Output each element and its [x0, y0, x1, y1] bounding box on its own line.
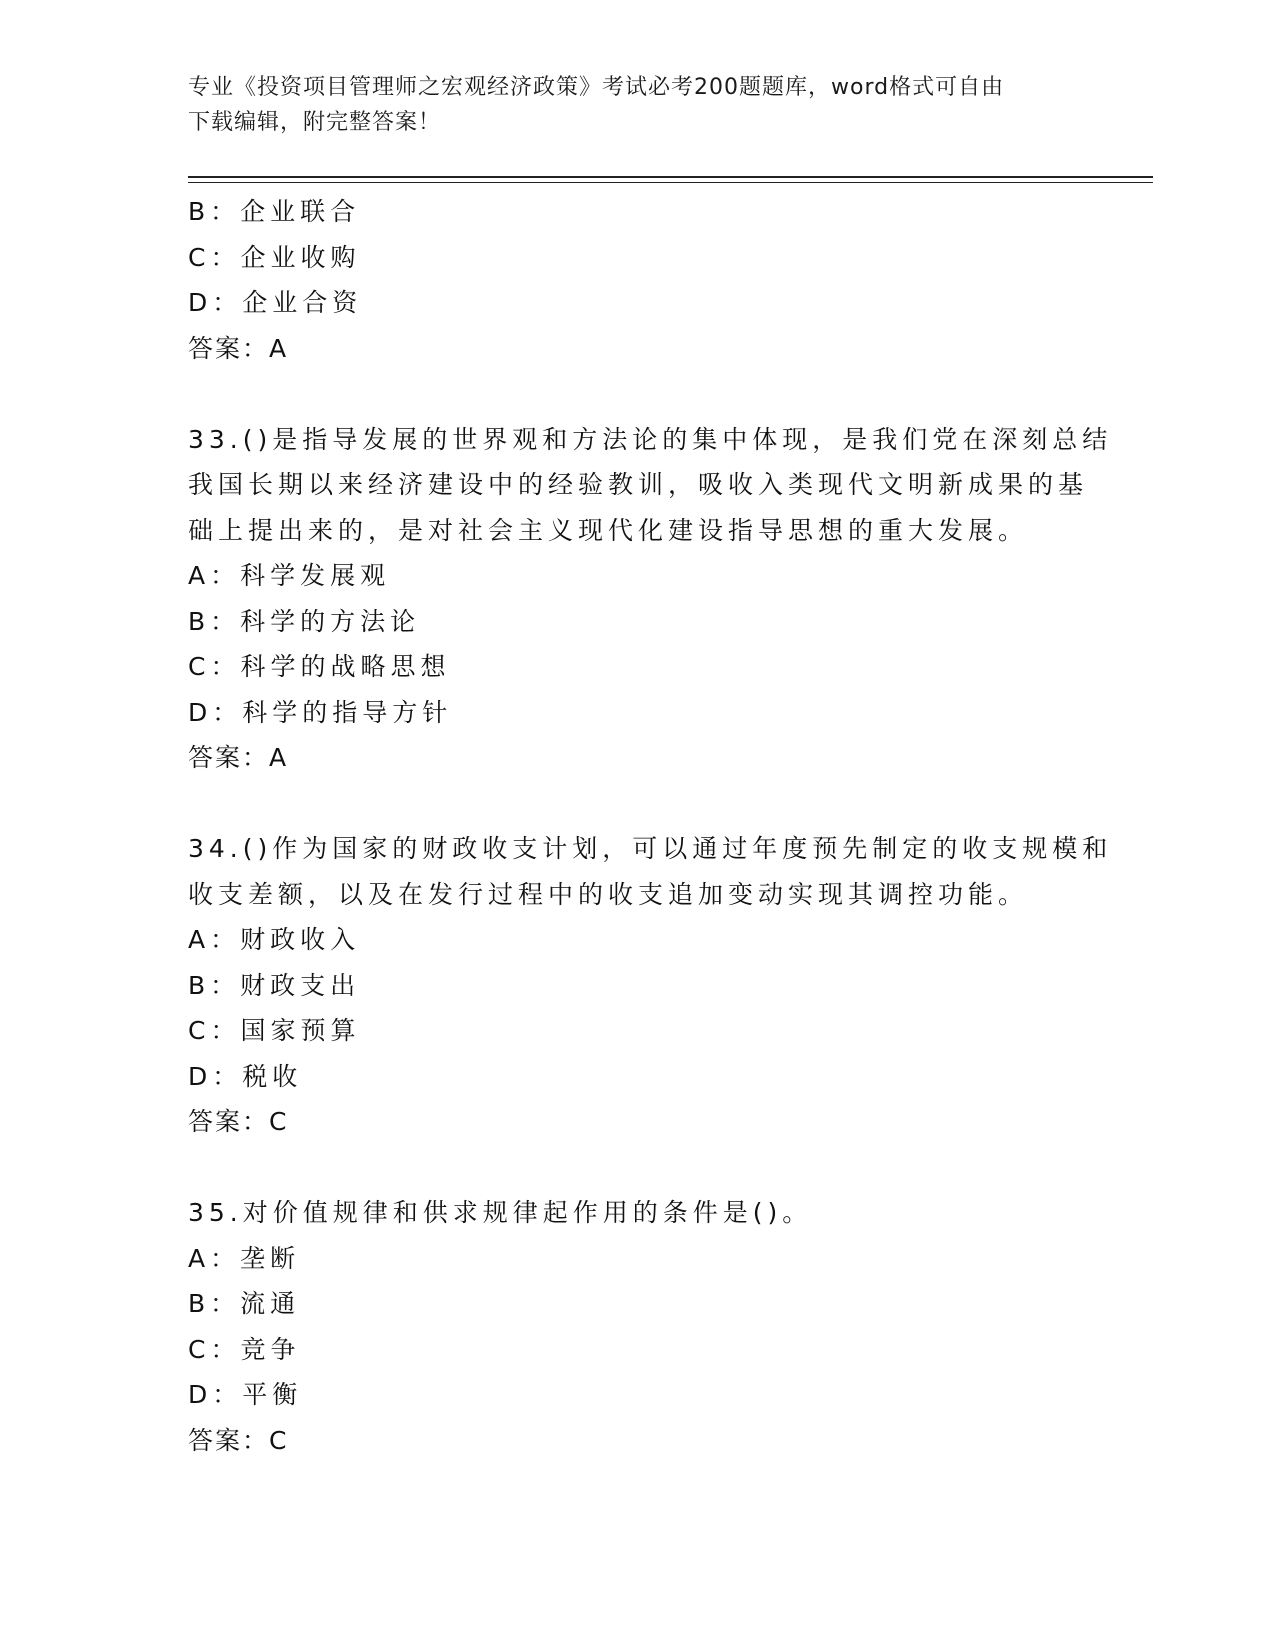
header-rule-thick	[188, 176, 1153, 178]
question-text-line: 我国长期以来经济建设中的经验教训，吸收入类现代文明新成果的基	[188, 470, 1089, 499]
header-line-1: 专业《投资项目管理师之宏观经济政策》考试必考200题题库，word格式可自由	[188, 75, 1005, 100]
question-35	[188, 1190, 1088, 1463]
option-d: D：科学的指导方针	[188, 697, 453, 727]
option-b: B：财政支出	[188, 970, 361, 1000]
option-a: A：垄断	[188, 1243, 301, 1273]
spacer	[188, 371, 1088, 417]
answer-line: 答案：A	[188, 333, 289, 363]
option-a: A：财政收入	[188, 925, 361, 954]
question-content	[188, 189, 1113, 1463]
header-rule-thin	[188, 182, 1153, 183]
option-d: D：企业合资	[188, 288, 363, 317]
spacer	[188, 781, 1088, 827]
question-text-line: 35.对价值规律和供求规律起作用的条件是()。	[188, 1198, 813, 1227]
document-header	[188, 70, 1068, 140]
option-b: B：企业联合	[188, 197, 361, 226]
question-text-line: 础上提出来的，是对社会主义现代化建设指导思想的重大发展。	[188, 515, 1029, 545]
answer-line: 答案：C	[188, 1425, 289, 1455]
answer-line: 答案：C	[188, 1107, 289, 1136]
header-line-2: 下载编辑，附完整答案！	[188, 110, 442, 135]
option-b: B：科学的方法论	[188, 606, 421, 636]
carryover-block	[188, 189, 1088, 371]
option-b: B：流通	[188, 1289, 301, 1318]
option-c: C：企业收购	[188, 242, 361, 272]
answer-line: 答案：A	[188, 743, 289, 772]
option-c: C：竞争	[188, 1334, 301, 1364]
question-text-line: 34.()作为国家的财政收支计划，可以通过年度预先制定的收支规模和	[188, 834, 1113, 863]
option-a: A：科学发展观	[188, 561, 391, 590]
question-text-line: 33.()是指导发展的世界观和方法论的集中体现，是我们党在深刻总结	[188, 424, 1113, 454]
option-d: D：税收	[188, 1061, 303, 1091]
question-33	[188, 417, 1113, 781]
option-c: C：科学的战略思想	[188, 652, 451, 681]
question-text-line: 收支差额，以及在发行过程中的收支追加变动实现其调控功能。	[188, 879, 1029, 909]
question-34	[188, 826, 1113, 1145]
option-c: C：国家预算	[188, 1016, 361, 1045]
spacer	[188, 1145, 1088, 1191]
option-d: D：平衡	[188, 1380, 303, 1409]
